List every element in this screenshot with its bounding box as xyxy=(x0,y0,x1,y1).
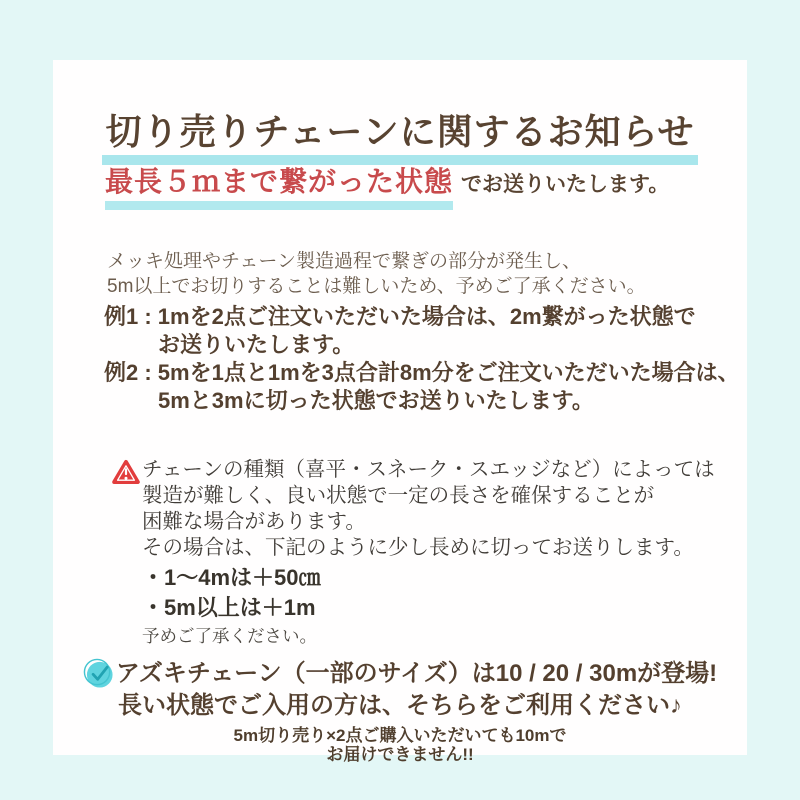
promo-line-2: 長い状態でご入用の方は、そちらをご利用ください♪ xyxy=(118,692,682,719)
warning-note: 予めご了承ください。 xyxy=(142,626,317,646)
example-2-text: 5mを1点と1mを3点合計8m分をご注文いただいた場合は、 xyxy=(157,360,740,385)
warning-line-3: 困難な場合があります。 xyxy=(142,510,366,533)
intro-line-1: メッキ処理やチェーン製造過程で繋ぎの部分が発生し、 xyxy=(107,251,582,272)
warning-line-1: チェーンの種類（喜平・スネーク・スエッジなど）によっては xyxy=(142,458,715,481)
example-1-line-1 xyxy=(104,303,731,331)
subtitle xyxy=(105,160,727,210)
page-title xyxy=(53,110,747,165)
example-2-line-2: 5mと3mに切った状態でお送りいたします。 xyxy=(158,388,594,413)
examples-block xyxy=(104,303,740,415)
subtitle-rest: でお送りいたします。 xyxy=(461,173,670,196)
check-circle-icon xyxy=(83,658,114,689)
promo-line-1-text: アズキチェーン（一部のサイズ）は10 / 20 / 30mが登場! xyxy=(115,660,718,687)
warning-block xyxy=(142,457,735,648)
promo-block xyxy=(53,658,747,764)
example-1-text: 1mを2点ご注文いただいた場合は、2m繋がった状態で xyxy=(157,304,696,329)
warning-line-4: その場合は、下記のように少し長めに切ってお送りします。 xyxy=(142,536,694,559)
bullet-item-2: ・5m以上は＋1m xyxy=(142,595,316,620)
extra-length-bullets xyxy=(142,563,735,623)
page-title-text: 切り売りチェーンに関するお知らせ xyxy=(102,110,697,165)
warning-line-2: 製造が難しく、良い状態で一定の長さを確保することが xyxy=(142,484,655,507)
subtitle-highlight: 最長５ｍまで繋がった状態 xyxy=(105,160,453,210)
bullet-item-1: ・1〜4mは＋50㎝ xyxy=(142,565,321,590)
promo-note-2: お届けできません!! xyxy=(326,745,474,764)
example-2-line-1 xyxy=(104,359,740,387)
example-1-prefix: 例1 : xyxy=(104,304,158,329)
promo-line-1 xyxy=(53,658,747,690)
example-2-prefix: 例2 : xyxy=(104,360,158,385)
example-1-line-2: お送りいたします。 xyxy=(158,332,355,357)
notice-card xyxy=(53,60,747,764)
promo-note-1: 5m切り売り×2点ご購入いただいても10mで xyxy=(233,726,567,745)
intro-line-2: 5m以上でお切りすることは難しいため、予めご了承ください。 xyxy=(107,276,646,297)
warning-triangle-icon xyxy=(112,459,140,485)
intro-paragraph xyxy=(107,249,727,299)
